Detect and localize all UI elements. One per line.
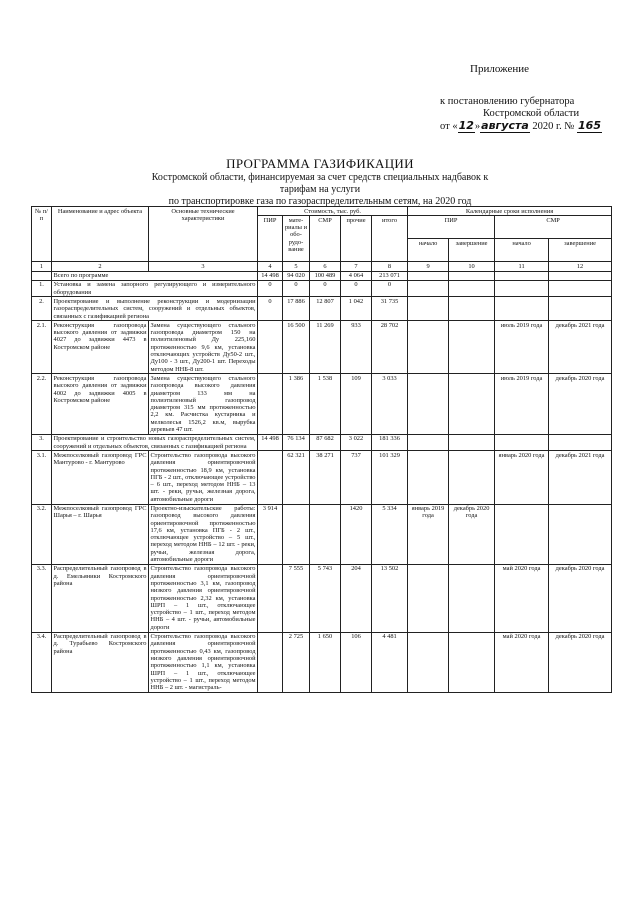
cell-smr-start (495, 504, 549, 564)
total-row (32, 271, 612, 280)
total-pir: 14 498 (258, 271, 283, 280)
empty-cell (549, 434, 612, 451)
date-prefix: от « (440, 121, 458, 132)
head-other: прочие (341, 216, 372, 262)
colnum: 2 (52, 262, 149, 271)
cell-smr: 0 (310, 280, 341, 297)
empty-cell (549, 271, 612, 280)
cell-total: 181 336 (372, 434, 408, 451)
colnum: 3 (149, 262, 258, 271)
object-specs: Проектно-изыскательские работы: газопровод высокого давления ориентировочной протяженностью 17,6 км, установка ПГБ - 2 шт., отключающее устройство – 5 шт., переход методом ННБ – 12 шт. - реки, ручьи, железная дорога, автомобильные дороги (150, 505, 256, 564)
date-month: августа (481, 119, 529, 132)
row-num: 2.2. (32, 374, 52, 434)
title-main: ПРОГРАММА ГАЗИФИКАЦИИ (226, 156, 414, 171)
date-year: 2020 г. № (532, 121, 575, 132)
cell-mat: 16 500 (283, 321, 310, 374)
object-name: Реконструкция газопровода высокого давления от задвижки 4002 до задвижки 4005 в Костромском районе (52, 374, 149, 434)
colnum: 7 (341, 262, 372, 271)
total-label: Всего по программе (52, 271, 258, 280)
object-specs: Строительство газопровода высокого давления ориентировочной протяженностью 3,1 км, газопровод низкого давления ориентировочной протяженностью 2,32 км, установка ШРП – 1 шт., отключающее устройство – 1 шт., переход методом ННБ – 4 шт. - ручьи, автомобильные дороги (150, 565, 256, 631)
section-row (32, 434, 612, 451)
cell-pir-start: январь 2019 года (408, 504, 449, 564)
cell-smr-start: июль 2019 года (495, 321, 549, 374)
table-row (32, 564, 612, 632)
row-num: 3.4. (32, 632, 52, 692)
cell-pir-start (408, 632, 449, 692)
cell-pir-start (408, 564, 449, 632)
decree-date-line (440, 120, 600, 133)
cell-mat: 76 134 (283, 434, 310, 451)
row-num: 3.3. (32, 564, 52, 632)
cell-smr-end: декабрь 2020 года (549, 564, 612, 632)
head-smr-start: начало (495, 239, 549, 262)
cell-other: 106 (341, 632, 372, 692)
head-pir: ПИР (258, 216, 283, 262)
cell-other: 933 (341, 321, 372, 374)
colnum: 11 (495, 262, 549, 271)
object-specs: Строительство газопровода высокого давления ориентировочной протяженностью 18,9 км, установка ПГБ - 2 шт., отключающее устройство – 6 шт., переход методом ННБ – 13 шт. - реки, ручьи, железная дорога, автомобильные дороги (150, 451, 256, 503)
object-name: Межпоселковый газопровод ГРС Шарья – г. Шарья (52, 504, 149, 564)
head-cost: Стоимость, тыс. руб. (258, 207, 408, 216)
table-head-row-1 (32, 207, 612, 216)
cell-total: 101 329 (372, 451, 408, 504)
empty-cell (549, 297, 612, 321)
cell-pir-end (449, 451, 495, 504)
section-name: Проектирование и выполнение реконструкции и модернизации газораспределительных систем, сооружений и отдельных объектов, связанных с газификацией региона (53, 297, 256, 320)
decree-line-2: Костромской области (483, 108, 580, 119)
head-specs: Основные технические характеристики (149, 207, 258, 262)
cell-mat: 1 386 (283, 374, 310, 434)
table-row (32, 632, 612, 692)
cell-smr-start: январь 2020 года (495, 451, 549, 504)
cell-total: 31 735 (372, 297, 408, 321)
cell-total: 4 481 (372, 632, 408, 692)
cell-total: 5 334 (372, 504, 408, 564)
object-specs: Замена существующего стального газопровода диаметром 150 на полиэтиленовый Ду 225,160 протяженностью 9,6 км, установка отключающих устройств Ду50-2 шт., Ду100 - 3 шт., Ду200-1 шт. Переходы методом ННБ-8 шт. (150, 321, 256, 373)
table-row (32, 504, 612, 564)
cell-smr: 87 682 (310, 434, 341, 451)
cell-other: 737 (341, 451, 372, 504)
object-specs: Замена существующего стального газопровода высокого давления диаметром 133 мм на полиэтиленовый газопровод диаметром 315 мм протяженностью 2,2 км. Расчистка кустарника и мелколесья 1526,2 кв.м, вырубка деревьев 47 шт. (150, 374, 256, 434)
colnum: 4 (258, 262, 283, 271)
cell-pir: 0 (258, 280, 283, 297)
cell-pir-end (449, 564, 495, 632)
title-line-2: Костромской области, финансируемая за счет средств специальных надбавок к тарифам на услуги (151, 172, 489, 195)
row-num: 2.1. (32, 321, 52, 374)
colnum: 5 (283, 262, 310, 271)
decree-line-1: к постановлению губернатора (440, 96, 575, 107)
empty-cell (408, 280, 449, 297)
cell-pir (258, 321, 283, 374)
cell-pir (258, 374, 283, 434)
total-mat: 94 020 (283, 271, 310, 280)
cell-total: 3 033 (372, 374, 408, 434)
object-name: Распределительный газопровод в д. Емельяники Костромского района (52, 564, 149, 632)
empty-cell (549, 280, 612, 297)
head-num: № п/п (32, 207, 52, 262)
head-cal-pir: ПИР (408, 216, 495, 239)
row-num: 1. (32, 280, 52, 297)
cell-mat: 62 321 (283, 451, 310, 504)
section-name: Установка и замена запорного регулирующего и измерительного оборудования (53, 281, 256, 296)
cell-mat: 17 886 (283, 297, 310, 321)
cell-smr-start: июль 2019 года (495, 374, 549, 434)
cell-other: 1 042 (341, 297, 372, 321)
cell-pir-start (408, 374, 449, 434)
section-name: Проектирование и строительство новых газораспределительных систем, сооружений и отдельных объектов, связанных с газификацией региона (53, 435, 256, 450)
cell-smr-start: май 2020 года (495, 632, 549, 692)
total-other: 4 064 (341, 271, 372, 280)
program-table (31, 206, 612, 693)
empty-cell (495, 271, 549, 280)
cell-other: 0 (341, 280, 372, 297)
section-row (32, 297, 612, 321)
empty-cell (449, 280, 495, 297)
column-number-row (32, 262, 612, 271)
empty-cell (408, 434, 449, 451)
cell-other: 204 (341, 564, 372, 632)
row-num: 3.1. (32, 451, 52, 504)
empty-cell (408, 297, 449, 321)
cell-pir: 14 498 (258, 434, 283, 451)
cell-smr: 11 269 (310, 321, 341, 374)
cell-pir-end: декабрь 2020 года (449, 504, 495, 564)
cell-pir: 0 (258, 297, 283, 321)
empty-cell (449, 297, 495, 321)
date-day: 12 (458, 119, 474, 132)
cell-mat: 0 (283, 280, 310, 297)
empty-cell (449, 434, 495, 451)
cell-mat: 2 725 (283, 632, 310, 692)
cell-smr: 38 271 (310, 451, 341, 504)
cell-smr (310, 504, 341, 564)
cell-smr-start: май 2020 года (495, 564, 549, 632)
cell-other: 3 022 (341, 434, 372, 451)
cell-pir-end (449, 374, 495, 434)
cell-smr-end: декабрь 2021 года (549, 451, 612, 504)
cell-pir (258, 564, 283, 632)
colnum: 6 (310, 262, 341, 271)
head-name: Наименование и адрес объекта (52, 207, 149, 262)
colnum: 9 (408, 262, 449, 271)
section-row (32, 280, 612, 297)
head-pir-start: начало (408, 239, 449, 262)
cell-pir: 3 914 (258, 504, 283, 564)
cell-smr: 5 743 (310, 564, 341, 632)
cell-smr-end: декабрь 2020 года (549, 374, 612, 434)
cell-smr: 12 807 (310, 297, 341, 321)
total-total: 213 071 (372, 271, 408, 280)
cell-pir-start (408, 321, 449, 374)
colnum: 8 (372, 262, 408, 271)
row-num: 2. (32, 297, 52, 321)
row-num: 3. (32, 434, 52, 451)
title-line-3: по транспортировке газа по газораспределительным сетям, на 2020 год (168, 196, 472, 207)
table-row (32, 321, 612, 374)
cell-total: 13 502 (372, 564, 408, 632)
empty-cell (449, 271, 495, 280)
total-smr: 100 489 (310, 271, 341, 280)
table-row (32, 451, 612, 504)
cell-smr-end (549, 504, 612, 564)
cell-smr-end: декабрь 2021 года (549, 321, 612, 374)
head-smr-end: завершение (549, 239, 612, 262)
object-name: Межпоселковый газопровод ГРС Мантурово - г. Мантурово (52, 451, 149, 504)
program-title (150, 158, 490, 208)
head-calendar: Календарные сроки исполнения (408, 207, 612, 216)
total-num (32, 271, 52, 280)
cell-total: 0 (372, 280, 408, 297)
object-specs: Строительство газопровода высокого давления ориентировочной протяженностью 0,43 км, газопровод низкого давления ориентировочной протяженностью 1,1 км, установка ШРП – 1 шт., отключающее устройство – 1 шт., переход методом ННБ – 2 шт. - магистраль- (150, 633, 256, 692)
cell-other: 1420 (341, 504, 372, 564)
cell-smr-end: декабрь 2020 года (549, 632, 612, 692)
cell-smr: 1 650 (310, 632, 341, 692)
object-name: Реконструкция газопровода высокого давления от задвижки 4027 до задвижки 4473 в Костромском районе (52, 321, 149, 374)
colnum: 12 (549, 262, 612, 271)
cell-other: 109 (341, 374, 372, 434)
cell-pir-start (408, 451, 449, 504)
head-total: итого (372, 216, 408, 262)
empty-cell (495, 297, 549, 321)
cell-total: 28 702 (372, 321, 408, 374)
empty-cell (495, 434, 549, 451)
head-smr: СМР (310, 216, 341, 262)
cell-mat (283, 504, 310, 564)
head-materials: мате-риалы и обо-рудо-вание (283, 216, 310, 262)
table-row (32, 374, 612, 434)
head-cal-smr: СМР (495, 216, 612, 239)
decree-reference (440, 96, 600, 133)
annex-label: Приложение (470, 63, 530, 75)
colnum: 10 (449, 262, 495, 271)
head-pir-end: завершение (449, 239, 495, 262)
colnum: 1 (32, 262, 52, 271)
object-name: Распределительный газопровод в д. Турабьево Костромского района (52, 632, 149, 692)
empty-cell (408, 271, 449, 280)
cell-pir-end (449, 321, 495, 374)
row-num: 3.2. (32, 504, 52, 564)
cell-pir (258, 451, 283, 504)
date-sep: » (474, 121, 481, 132)
cell-mat: 7 555 (283, 564, 310, 632)
cell-smr: 1 538 (310, 374, 341, 434)
empty-cell (495, 280, 549, 297)
cell-pir (258, 632, 283, 692)
cell-pir-end (449, 632, 495, 692)
decree-number: 165 (578, 119, 601, 132)
